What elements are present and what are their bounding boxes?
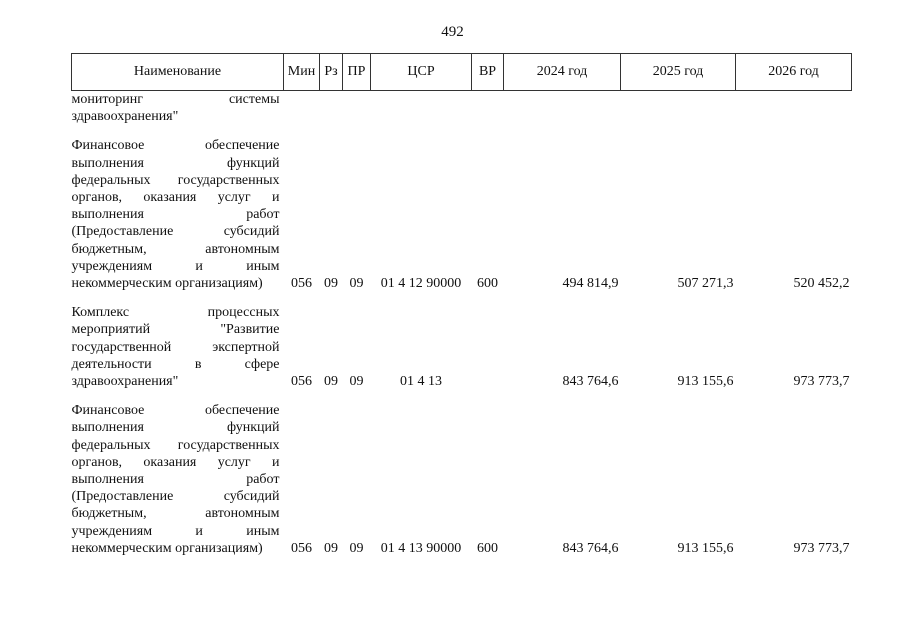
row-name: мониторинг системы здравоохранения": [71, 92, 280, 125]
row-rz: 09: [324, 374, 338, 390]
row-name: Финансовое обеспечение выполнения функций федеральных государственных органов, оказания услуг и выполнения работ (Предоставление субсидий бюджетным, автономным учреждениям и иным некоммерческим организациям): [71, 138, 280, 292]
row-2025: 507 271,3: [677, 276, 734, 292]
row-vr: [472, 304, 504, 402]
header-rz: Рз: [320, 54, 343, 91]
row-2025: [621, 91, 736, 138]
row-2025: 913 155,6: [677, 540, 734, 556]
row-name: Комплекс процессных мероприятий "Развитие государственной экспертной деятельности в сфере здравоохранения": [71, 305, 280, 390]
row-2026: 973 773,7: [793, 374, 850, 390]
row-csr: [371, 91, 472, 138]
row-pr: [343, 91, 371, 138]
row-vr: [472, 91, 504, 138]
row-csr: 01 4 12 90000: [380, 276, 462, 292]
header-pr: ПР: [343, 54, 371, 91]
row-pr: 09: [349, 374, 364, 390]
header-row: [72, 54, 852, 91]
table-row: [72, 91, 852, 138]
row-csr: 01 4 13 90000: [380, 540, 462, 556]
row-rz: 09: [324, 276, 338, 292]
header-csr: ЦСР: [371, 54, 472, 91]
row-2026: [736, 91, 852, 138]
row-csr: 01 4 13: [400, 374, 442, 390]
row-2026: 520 452,2: [793, 276, 850, 292]
row-min: 056: [291, 540, 312, 556]
row-vr: 600: [477, 276, 498, 292]
table-row: [72, 402, 852, 569]
row-2024: 494 814,9: [562, 276, 619, 292]
row-min: 056: [291, 276, 312, 292]
header-name: Наименование: [72, 54, 284, 91]
row-2024: 843 764,6: [562, 374, 619, 390]
row-rz: 09: [324, 540, 338, 556]
row-name: Финансовое обеспечение выполнения функций федеральных государственных органов, оказания услуг и выполнения работ (Предоставление субсидий бюджетным, автономным учреждениям и иным некоммерческим организациям): [71, 403, 280, 556]
row-vr: 600: [477, 540, 498, 556]
header-vr: ВР: [472, 54, 504, 91]
row-pr: 09: [349, 540, 364, 556]
row-rz: [320, 91, 343, 138]
header-2025: 2025 год: [621, 54, 736, 91]
header-2026: 2026 год: [736, 54, 852, 91]
budget-table: [71, 53, 852, 569]
page-number: 492: [441, 24, 464, 40]
row-2024: [504, 91, 621, 138]
table-row: [72, 137, 852, 304]
header-min: Мин: [284, 54, 320, 91]
row-pr: 09: [349, 276, 364, 292]
header-2024: 2024 год: [504, 54, 621, 91]
row-2026: 973 773,7: [793, 540, 850, 556]
table-row: [72, 304, 852, 402]
row-2024: 843 764,6: [562, 540, 619, 556]
row-min: 056: [291, 374, 312, 390]
row-min: [284, 91, 320, 138]
row-2025: 913 155,6: [677, 374, 734, 390]
